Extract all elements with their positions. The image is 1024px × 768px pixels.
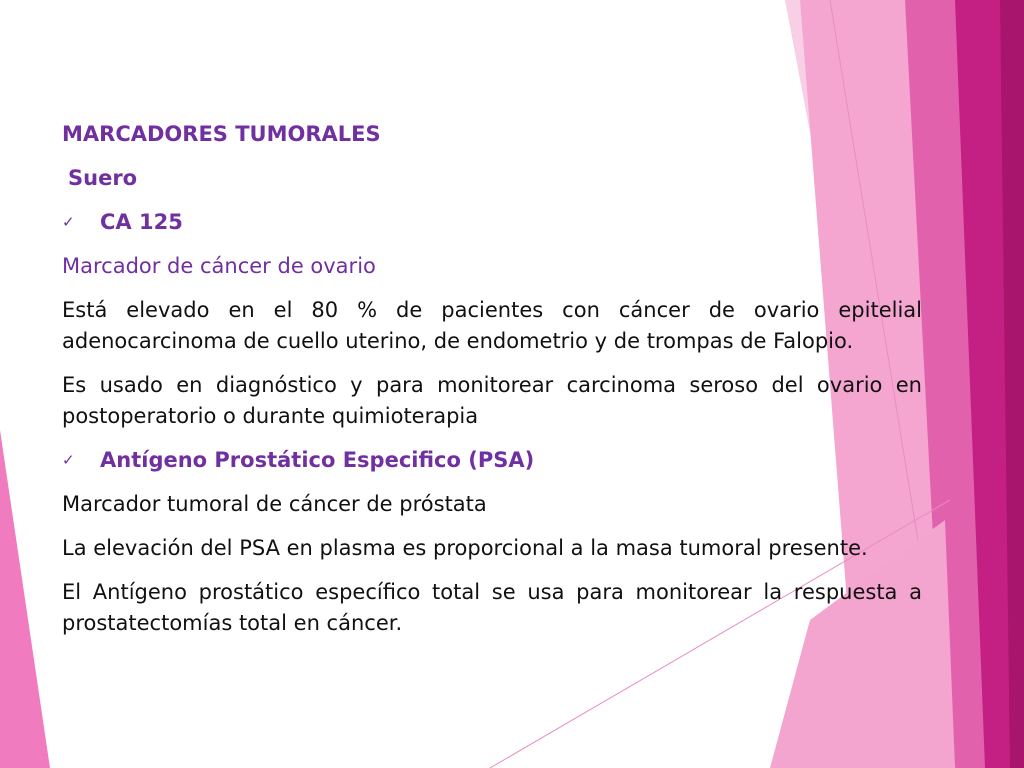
body-paragraph: El Antígeno prostático específico total se usa para monitorear la respuesta a prostatectomías total en cáncer. (62, 580, 922, 635)
body-paragraph: Está elevado en el 80 % de pacientes con cáncer de ovario epitelial adenocarcinoma de cuello uterino, de endometrio y de trompas de Falopio. (62, 298, 922, 353)
section-heading-psa (62, 445, 922, 476)
left-pink-strip (0, 430, 50, 768)
section-heading-label: CA 125 (100, 210, 183, 234)
slide-content (62, 119, 922, 639)
slide-subtitle: Suero (68, 166, 138, 190)
section-heading-label: Antígeno Prostático Especifico (PSA) (100, 448, 535, 472)
body-paragraph: Es usado en diagnóstico y para monitorear carcinoma seroso del ovario en postoperatorio o durante quimioterapia (62, 373, 922, 428)
section-heading-ca125 (62, 207, 922, 238)
checkmark-icon: ✓ (62, 451, 75, 469)
body-paragraph: La elevación del PSA en plasma es proporcional a la masa tumoral presente. (62, 536, 868, 560)
checkmark-icon: ✓ (62, 213, 75, 231)
slide-title: MARCADORES TUMORALES (62, 122, 381, 146)
section-lead: Marcador tumoral de cáncer de próstata (62, 492, 487, 516)
section-lead: Marcador de cáncer de ovario (62, 254, 376, 278)
